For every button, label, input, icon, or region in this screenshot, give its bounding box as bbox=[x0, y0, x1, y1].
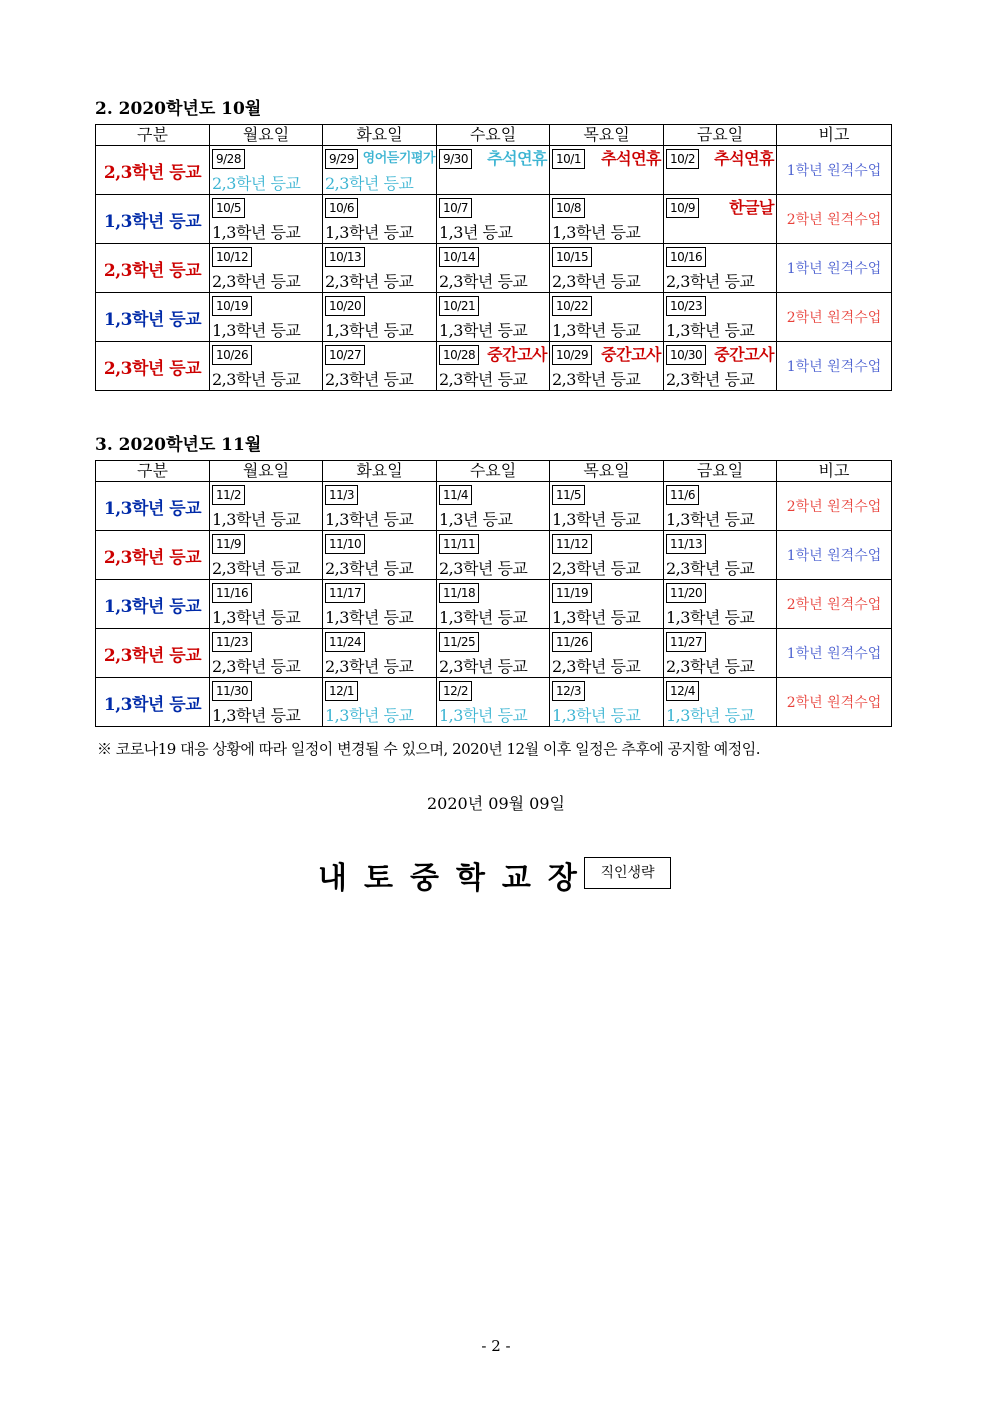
table-row bbox=[96, 678, 892, 727]
date-box: 10/12 bbox=[212, 247, 252, 267]
row-label: 1,3학년 등교 bbox=[96, 580, 210, 629]
day-cell bbox=[323, 482, 437, 531]
day-cell bbox=[437, 678, 550, 727]
date-box: 9/30 bbox=[439, 149, 472, 169]
seal-omitted-box: 직인생략 bbox=[584, 857, 671, 889]
date-box: 11/27 bbox=[666, 632, 706, 652]
table-row bbox=[96, 195, 892, 244]
date-box: 11/12 bbox=[552, 534, 592, 554]
attendance-status: 1,3학년 등교 bbox=[439, 706, 528, 725]
attendance-status: 2,3학년 등교 bbox=[439, 657, 528, 676]
day-cell bbox=[437, 195, 550, 244]
date-box: 9/28 bbox=[212, 149, 245, 169]
attendance-status: 2,3학년 등교 bbox=[325, 657, 414, 676]
remark-cell: 1학년 원격수업 bbox=[777, 531, 892, 580]
attendance-status: 1,3년 등교 bbox=[439, 223, 513, 242]
day-cell bbox=[550, 195, 664, 244]
event-label: 영어듣기평가 bbox=[362, 151, 435, 166]
attendance-status: 1,3학년 등교 bbox=[212, 321, 301, 340]
day-cell bbox=[323, 342, 437, 391]
day-cell bbox=[550, 342, 664, 391]
remark-cell: 1학년 원격수업 bbox=[777, 342, 892, 391]
date-box: 11/10 bbox=[325, 534, 365, 554]
date-box: 12/4 bbox=[666, 681, 699, 701]
attendance-status: 1,3학년 등교 bbox=[552, 510, 641, 529]
day-cell bbox=[437, 244, 550, 293]
attendance-status: 1,3학년 등교 bbox=[325, 510, 414, 529]
header-row bbox=[96, 125, 892, 146]
date-box: 11/6 bbox=[666, 485, 699, 505]
date-box: 10/30 bbox=[666, 345, 706, 365]
column-header: 금요일 bbox=[664, 125, 777, 146]
remark-cell: 2학년 원격수업 bbox=[777, 195, 892, 244]
day-cell bbox=[664, 146, 777, 195]
attendance-status: 1,3년 등교 bbox=[439, 510, 513, 529]
date-box: 10/26 bbox=[212, 345, 252, 365]
row-label: 1,3학년 등교 bbox=[96, 678, 210, 727]
day-cell bbox=[550, 293, 664, 342]
date-box: 10/29 bbox=[552, 345, 592, 365]
event-label: 중간고사 bbox=[714, 345, 774, 364]
attendance-status: 2,3학년 등교 bbox=[325, 370, 414, 389]
attendance-status: 2,3학년 등교 bbox=[212, 174, 301, 193]
attendance-status: 2,3학년 등교 bbox=[325, 174, 414, 193]
attendance-status: 2,3학년 등교 bbox=[325, 272, 414, 291]
attendance-status: 2,3학년 등교 bbox=[552, 370, 641, 389]
date-box: 10/28 bbox=[439, 345, 479, 365]
table-row bbox=[96, 342, 892, 391]
date-box: 10/6 bbox=[325, 198, 358, 218]
attendance-status: 1,3학년 등교 bbox=[552, 608, 641, 627]
column-header: 월요일 bbox=[210, 461, 323, 482]
attendance-status: 2,3학년 등교 bbox=[325, 559, 414, 578]
table-row bbox=[96, 580, 892, 629]
date-box: 10/23 bbox=[666, 296, 706, 316]
day-cell bbox=[437, 342, 550, 391]
attendance-status: 2,3학년 등교 bbox=[666, 559, 755, 578]
date-box: 12/1 bbox=[325, 681, 358, 701]
attendance-status: 2,3학년 등교 bbox=[552, 657, 641, 676]
date-box: 11/3 bbox=[325, 485, 358, 505]
attendance-status: 1,3학년 등교 bbox=[552, 321, 641, 340]
date-box: 11/19 bbox=[552, 583, 592, 603]
attendance-status: 2,3학년 등교 bbox=[666, 370, 755, 389]
attendance-status: 1,3학년 등교 bbox=[666, 321, 755, 340]
attendance-status: 1,3학년 등교 bbox=[212, 608, 301, 627]
day-cell bbox=[437, 146, 550, 195]
table-row bbox=[96, 482, 892, 531]
attendance-status: 1,3학년 등교 bbox=[552, 223, 641, 242]
column-header: 구분 bbox=[96, 461, 210, 482]
day-cell bbox=[550, 146, 664, 195]
attendance-status: 1,3학년 등교 bbox=[325, 608, 414, 627]
row-label: 1,3학년 등교 bbox=[96, 195, 210, 244]
event-label: 추석연휴 bbox=[714, 149, 774, 168]
header-row bbox=[96, 461, 892, 482]
date-box: 11/16 bbox=[212, 583, 252, 603]
day-cell bbox=[664, 293, 777, 342]
day-cell bbox=[323, 146, 437, 195]
day-cell bbox=[323, 531, 437, 580]
day-cell bbox=[210, 342, 323, 391]
row-label: 1,3학년 등교 bbox=[96, 293, 210, 342]
attendance-status: 1,3학년 등교 bbox=[212, 706, 301, 725]
day-cell bbox=[323, 580, 437, 629]
attendance-status: 1,3학년 등교 bbox=[439, 608, 528, 627]
date-box: 12/2 bbox=[439, 681, 472, 701]
attendance-status: 2,3학년 등교 bbox=[212, 657, 301, 676]
attendance-status: 2,3학년 등교 bbox=[212, 370, 301, 389]
column-header: 수요일 bbox=[437, 125, 550, 146]
row-label: 1,3학년 등교 bbox=[96, 482, 210, 531]
day-cell bbox=[550, 678, 664, 727]
attendance-status: 2,3학년 등교 bbox=[439, 559, 528, 578]
day-cell bbox=[664, 580, 777, 629]
remark-cell: 2학년 원격수업 bbox=[777, 580, 892, 629]
november-schedule-table bbox=[95, 460, 892, 727]
column-header: 비고 bbox=[777, 125, 892, 146]
day-cell bbox=[210, 629, 323, 678]
day-cell bbox=[550, 244, 664, 293]
date-box: 11/4 bbox=[439, 485, 472, 505]
day-cell bbox=[664, 482, 777, 531]
day-cell bbox=[664, 678, 777, 727]
day-cell bbox=[210, 531, 323, 580]
date-box: 11/20 bbox=[666, 583, 706, 603]
day-cell bbox=[323, 244, 437, 293]
column-header: 월요일 bbox=[210, 125, 323, 146]
attendance-status: 2,3학년 등교 bbox=[212, 559, 301, 578]
attendance-status: 1,3학년 등교 bbox=[552, 706, 641, 725]
october-schedule-table bbox=[95, 124, 892, 391]
day-cell bbox=[437, 580, 550, 629]
issue-date: 2020년 09월 09일 bbox=[427, 794, 565, 813]
attendance-status: 1,3학년 등교 bbox=[325, 321, 414, 340]
november-section-title: 3. 2020학년도 11월 bbox=[95, 435, 262, 455]
attendance-status: 2,3학년 등교 bbox=[552, 559, 641, 578]
day-cell bbox=[437, 293, 550, 342]
row-label: 2,3학년 등교 bbox=[96, 146, 210, 195]
remark-cell: 2학년 원격수업 bbox=[777, 482, 892, 531]
date-box: 11/2 bbox=[212, 485, 245, 505]
attendance-status: 2,3학년 등교 bbox=[666, 272, 755, 291]
day-cell bbox=[664, 531, 777, 580]
day-cell bbox=[323, 629, 437, 678]
date-box: 12/3 bbox=[552, 681, 585, 701]
event-label: 추석연휴 bbox=[601, 149, 661, 168]
day-cell bbox=[210, 244, 323, 293]
column-header: 수요일 bbox=[437, 461, 550, 482]
day-cell bbox=[664, 342, 777, 391]
attendance-status: 1,3학년 등교 bbox=[666, 608, 755, 627]
date-box: 11/24 bbox=[325, 632, 365, 652]
date-box: 11/25 bbox=[439, 632, 479, 652]
date-box: 11/18 bbox=[439, 583, 479, 603]
remark-cell: 1학년 원격수업 bbox=[777, 244, 892, 293]
table-row bbox=[96, 531, 892, 580]
event-label: 중간고사 bbox=[487, 345, 547, 364]
footnote: ※ 코로나19 대응 상황에 따라 일정이 변경될 수 있으며, 2020년 12월 이후 일정은 추후에 공지할 예정임. bbox=[97, 740, 761, 758]
date-box: 10/2 bbox=[666, 149, 699, 169]
date-box: 10/13 bbox=[325, 247, 365, 267]
column-header: 비고 bbox=[777, 461, 892, 482]
date-box: 10/1 bbox=[552, 149, 585, 169]
row-label: 2,3학년 등교 bbox=[96, 629, 210, 678]
october-section-title: 2. 2020학년도 10월 bbox=[95, 99, 262, 119]
date-box: 10/7 bbox=[439, 198, 472, 218]
day-cell bbox=[437, 482, 550, 531]
day-cell bbox=[210, 146, 323, 195]
date-box: 10/14 bbox=[439, 247, 479, 267]
day-cell bbox=[323, 678, 437, 727]
remark-cell: 2학년 원격수업 bbox=[777, 678, 892, 727]
event-label: 중간고사 bbox=[601, 345, 661, 364]
day-cell bbox=[323, 195, 437, 244]
attendance-status: 1,3학년 등교 bbox=[212, 223, 301, 242]
attendance-status: 1,3학년 등교 bbox=[666, 706, 755, 725]
date-box: 11/30 bbox=[212, 681, 252, 701]
attendance-status: 2,3학년 등교 bbox=[212, 272, 301, 291]
date-box: 10/22 bbox=[552, 296, 592, 316]
attendance-status: 2,3학년 등교 bbox=[439, 370, 528, 389]
day-cell bbox=[323, 293, 437, 342]
day-cell bbox=[664, 629, 777, 678]
column-header: 화요일 bbox=[323, 461, 437, 482]
day-cell bbox=[550, 580, 664, 629]
attendance-status: 1,3학년 등교 bbox=[325, 223, 414, 242]
day-cell bbox=[210, 293, 323, 342]
date-box: 10/21 bbox=[439, 296, 479, 316]
event-label: 추석연휴 bbox=[487, 149, 547, 168]
day-cell bbox=[550, 482, 664, 531]
day-cell bbox=[550, 531, 664, 580]
row-label: 2,3학년 등교 bbox=[96, 531, 210, 580]
table-row bbox=[96, 293, 892, 342]
date-box: 10/15 bbox=[552, 247, 592, 267]
date-box: 11/9 bbox=[212, 534, 245, 554]
day-cell bbox=[664, 244, 777, 293]
day-cell bbox=[437, 629, 550, 678]
day-cell bbox=[210, 482, 323, 531]
date-box: 10/27 bbox=[325, 345, 365, 365]
event-label: 한글날 bbox=[729, 198, 774, 217]
table-row bbox=[96, 244, 892, 293]
date-box: 10/9 bbox=[666, 198, 699, 218]
row-label: 2,3학년 등교 bbox=[96, 342, 210, 391]
remark-cell: 1학년 원격수업 bbox=[777, 146, 892, 195]
attendance-status: 2,3학년 등교 bbox=[552, 272, 641, 291]
attendance-status: 1,3학년 등교 bbox=[439, 321, 528, 340]
row-label: 2,3학년 등교 bbox=[96, 244, 210, 293]
column-header: 화요일 bbox=[323, 125, 437, 146]
date-box: 11/13 bbox=[666, 534, 706, 554]
date-box: 11/17 bbox=[325, 583, 365, 603]
date-box: 11/5 bbox=[552, 485, 585, 505]
attendance-status: 2,3학년 등교 bbox=[439, 272, 528, 291]
column-header: 목요일 bbox=[550, 125, 664, 146]
attendance-status: 1,3학년 등교 bbox=[666, 510, 755, 529]
day-cell bbox=[437, 531, 550, 580]
day-cell bbox=[210, 580, 323, 629]
date-box: 10/20 bbox=[325, 296, 365, 316]
date-box: 11/11 bbox=[439, 534, 479, 554]
remark-cell: 2학년 원격수업 bbox=[777, 293, 892, 342]
date-box: 10/19 bbox=[212, 296, 252, 316]
attendance-status: 2,3학년 등교 bbox=[666, 657, 755, 676]
table-row bbox=[96, 146, 892, 195]
page-number: - 2 - bbox=[481, 1337, 511, 1355]
day-cell bbox=[210, 195, 323, 244]
date-box: 10/16 bbox=[666, 247, 706, 267]
date-box: 9/29 bbox=[325, 149, 358, 169]
date-box: 11/26 bbox=[552, 632, 592, 652]
day-cell bbox=[210, 678, 323, 727]
table-row bbox=[96, 629, 892, 678]
attendance-status: 1,3학년 등교 bbox=[212, 510, 301, 529]
column-header: 구분 bbox=[96, 125, 210, 146]
day-cell bbox=[664, 195, 777, 244]
day-cell bbox=[550, 629, 664, 678]
remark-cell: 1학년 원격수업 bbox=[777, 629, 892, 678]
date-box: 11/23 bbox=[212, 632, 252, 652]
column-header: 목요일 bbox=[550, 461, 664, 482]
attendance-status: 1,3학년 등교 bbox=[325, 706, 414, 725]
date-box: 10/5 bbox=[212, 198, 245, 218]
column-header: 금요일 bbox=[664, 461, 777, 482]
date-box: 10/8 bbox=[552, 198, 585, 218]
principal-signature: 내토중학교장 bbox=[318, 861, 594, 896]
